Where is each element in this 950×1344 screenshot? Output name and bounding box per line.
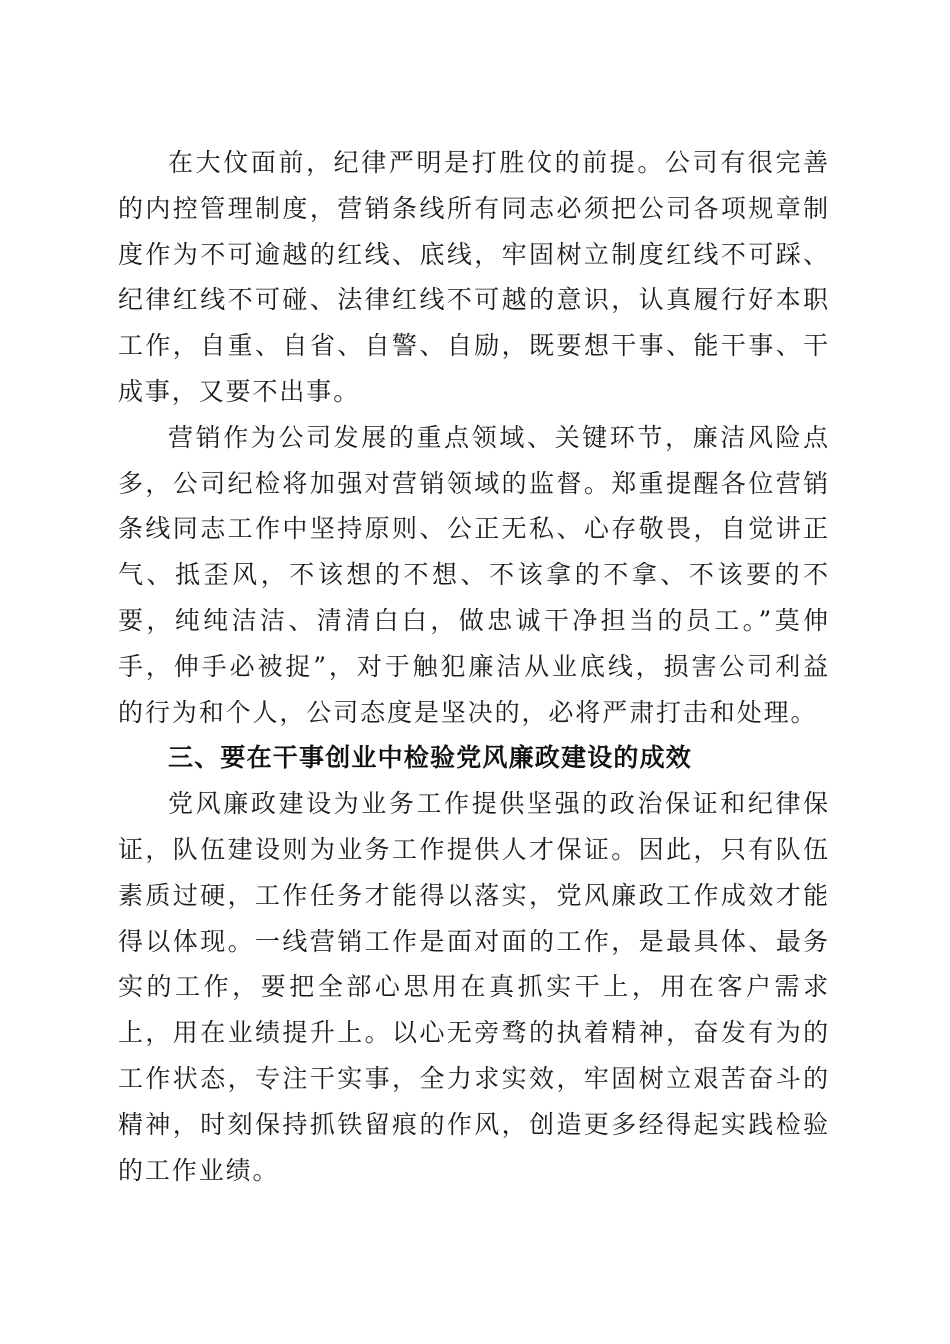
document-body — [118, 140, 830, 1193]
paragraph-party-building: 党风廉政建设为业务工作提供坚强的政治保证和纪律保证，队伍建设则为业务工作提供人才保证。因此，只有队伍素质过硬，工作任务才能得以落实，党风廉政工作成效才能得以体现。一线营销工作是面对面的工作，是最具体、最务实的工作，要把全部心思用在真抓实干上，用在客户需求上，用在业绩提升上。以心无旁骛的执着精神，奋发有为的工作状态，专注干实事，全力求实效，牢固树立艰苦奋斗的精神，时刻保持抓铁留痕的作风，创造更多经得起实践检验的工作业绩。 — [118, 789, 830, 1185]
paragraph-marketing-supervision: 营销作为公司发展的重点领域、关键环节，廉洁风险点多，公司纪检将加强对营销领域的监督。郑重提醒各位营销条线同志工作中坚持原则、公正无私、心存敬畏，自觉讲正气、抵歪风，不该想的不想、不该拿的不拿、不该要的不要，纯纯洁洁、清清白白，做忠诚干净担当的员工。”莫伸手，伸手必被捉”，对于触犯廉洁从业底线，损害公司利益的行为和个人，公司态度是坚决的，必将严肃打击和处理。 — [118, 422, 830, 727]
section-heading: 三、要在干事创业中检验党风廉政建设的成效 — [168, 743, 693, 773]
paragraph-discipline: 在大伩面前，纪律严明是打胜伩的前提。公司有很完善的内控管理制度，营销条线所有同志必须把公司各项规章制度作为不可逾越的红线、底线，牢固树立制度红线不可踩、纪律红线不可碰、法律红线不可越的意识，认真履行好本职工作，自重、自省、自警、自励，既要想干事、能干事、干成事，又要不出事。 — [118, 148, 830, 406]
